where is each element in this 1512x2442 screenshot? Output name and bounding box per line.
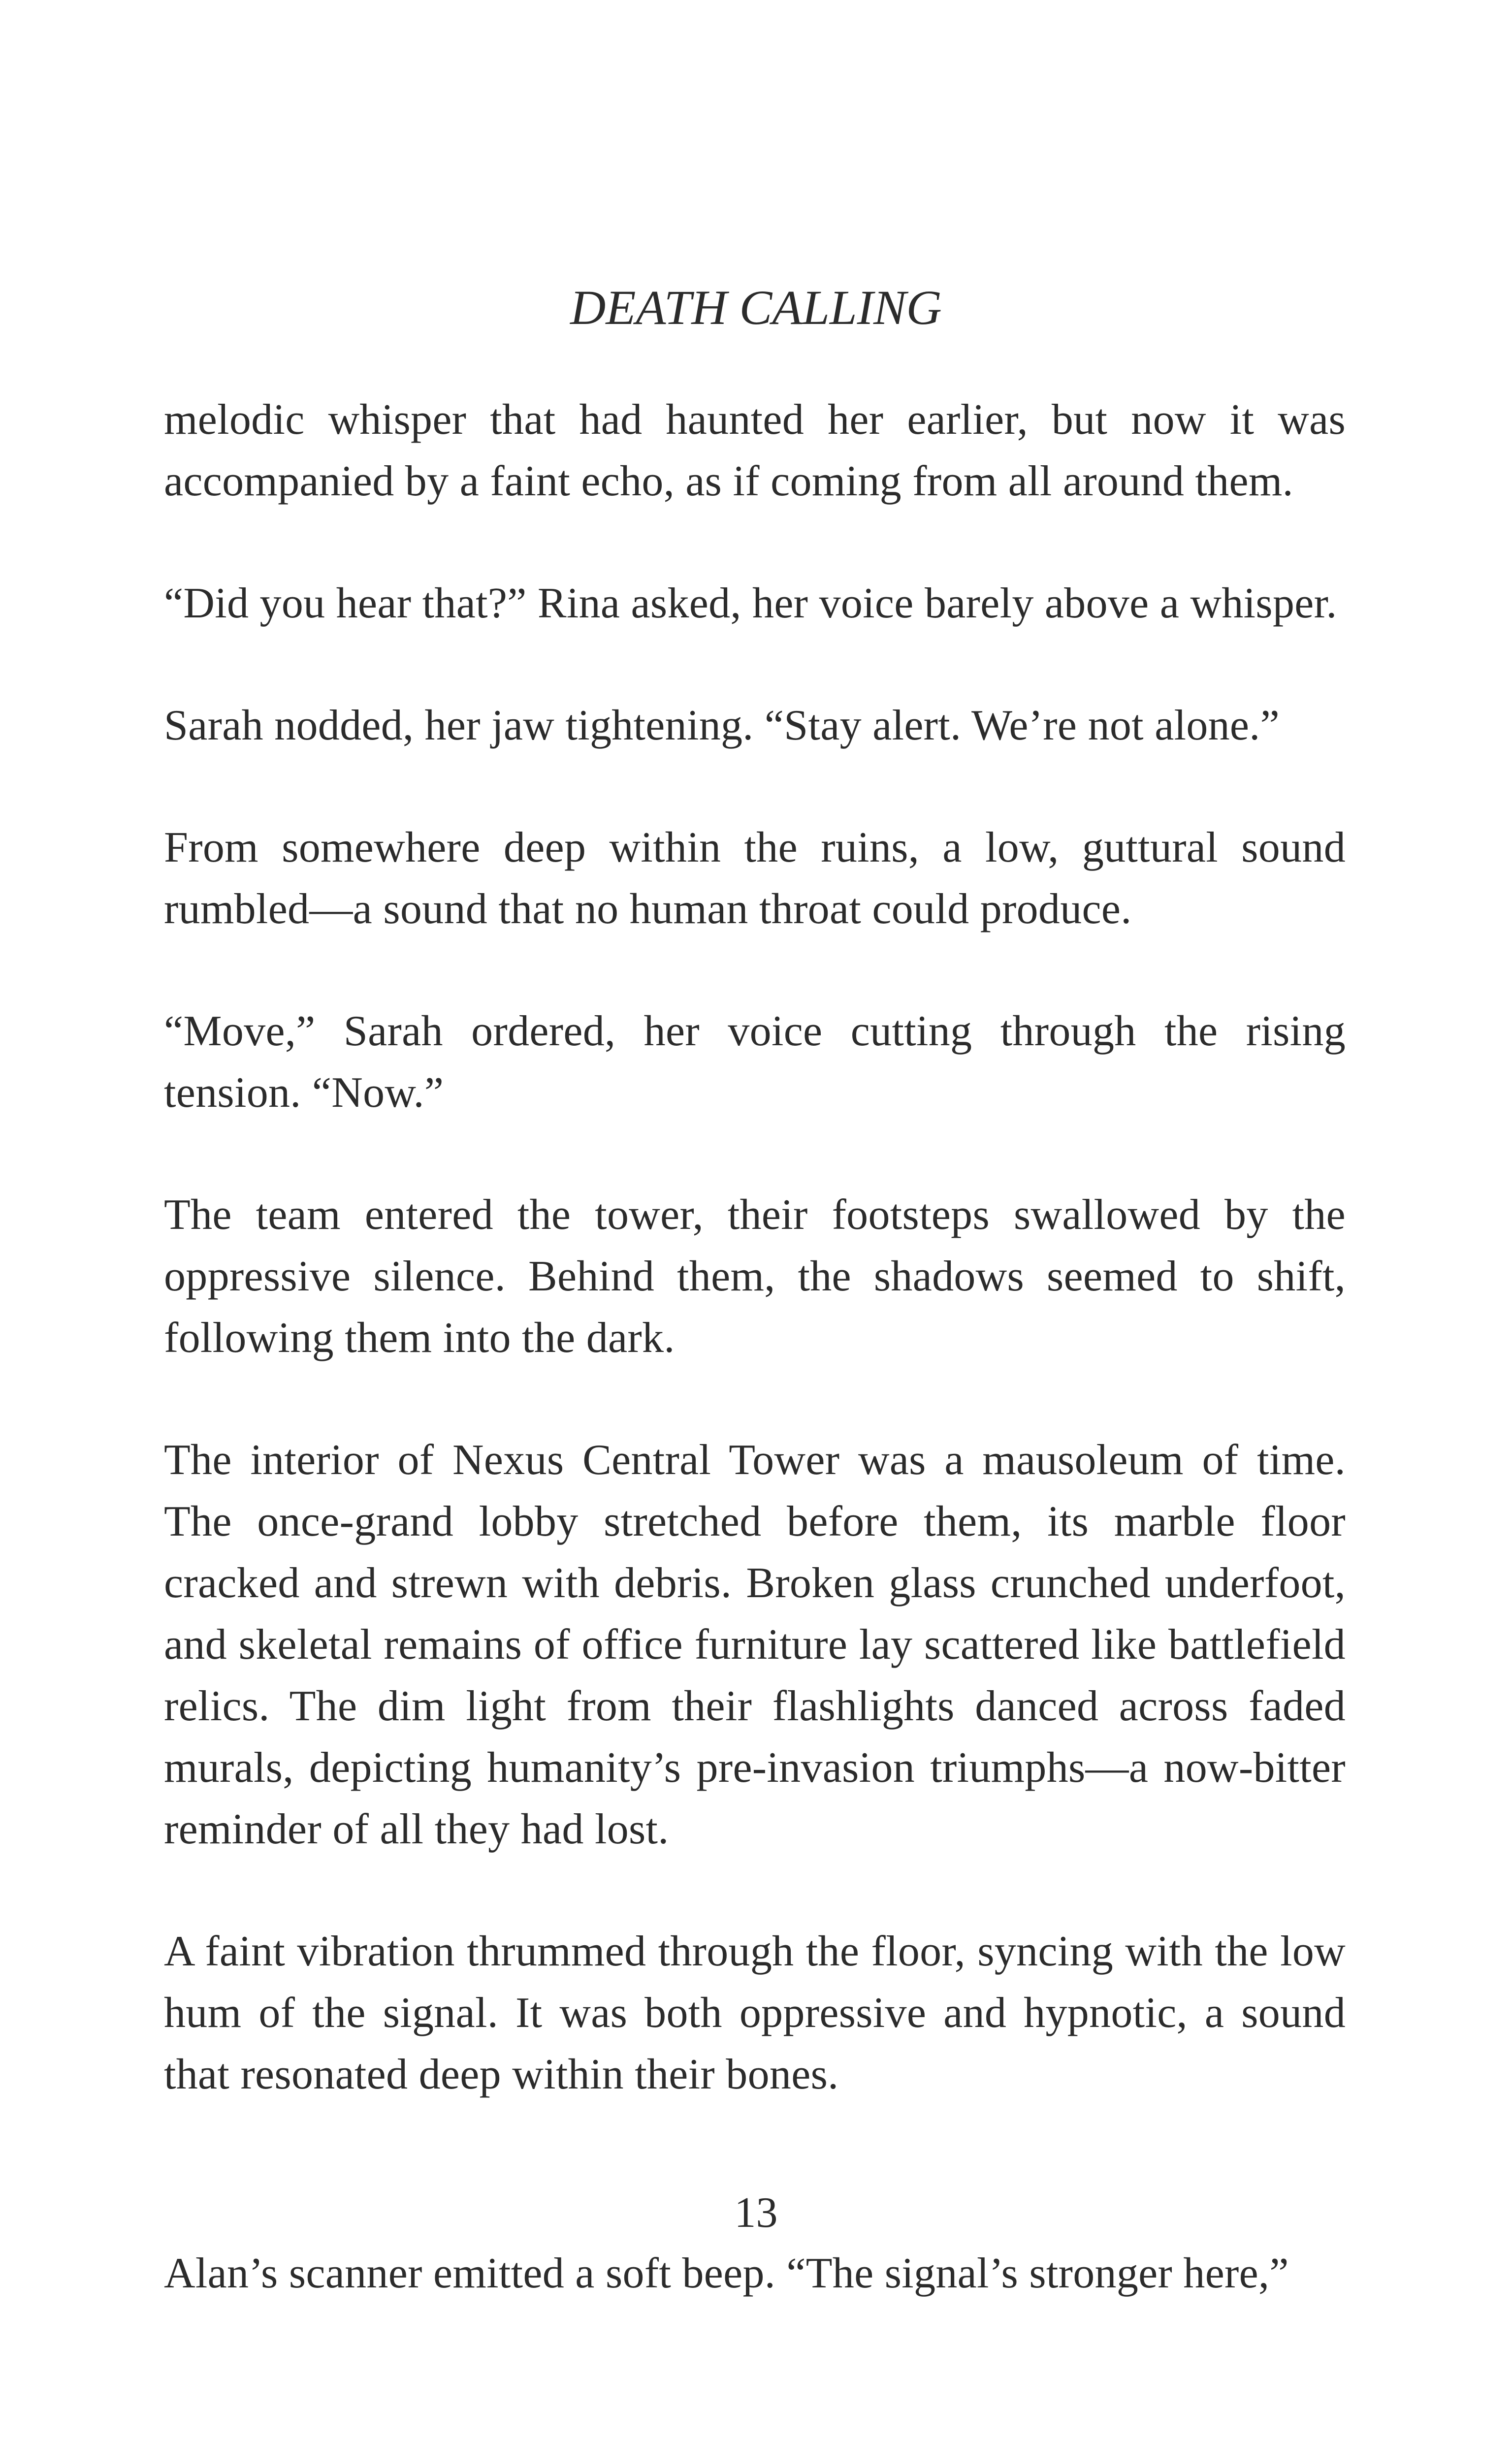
paragraph: Sarah nodded, her jaw tightening. “Stay alert. We’re not alone.” xyxy=(164,702,1280,749)
paragraph: melodic whisper that had haunted her earlier, but now it was accompanied by a faint echo, as if coming from all around them. xyxy=(164,396,1346,505)
page-number: 13 xyxy=(734,2189,778,2237)
paragraph: From somewhere deep within the ruins, a low, guttural sound rumbled—a sound that no human throat could produce. xyxy=(164,824,1346,933)
paragraph: “Move,” Sarah ordered, her voice cutting through the rising tension. “Now.” xyxy=(164,1007,1346,1117)
running-head: DEATH CALLING xyxy=(570,280,942,335)
body-text xyxy=(164,389,1346,2105)
paragraph: A faint vibration thrummed through the floor, syncing with the low hum of the signal. It was both oppressive and hypnotic, a sound that resonated deep within their bones. xyxy=(164,1928,1346,2098)
paragraph: “Did you hear that?” Rina asked, her voice barely above a whisper. xyxy=(164,579,1337,627)
paragraph: The team entered the tower, their footsteps swallowed by the oppressive silence. Behind them, the shadows seemed to shift, following them into the dark. xyxy=(164,1191,1346,1362)
trailing-text-line: Alan’s scanner emitted a soft beep. “The signal’s stronger here,” xyxy=(164,2249,1289,2297)
paragraph: The interior of Nexus Central Tower was a mausoleum of time. The once-grand lobby stretched before them, its marble floor cracked and strewn with debris. Broken glass crunched underfoot, and skeletal remains of office furniture lay scattered like battlefield relics. The dim light from their flashlights danced across faded murals, depicting humanity’s pre-invasion triumphs—a now-bitter reminder of all they had lost. xyxy=(164,1436,1346,1853)
